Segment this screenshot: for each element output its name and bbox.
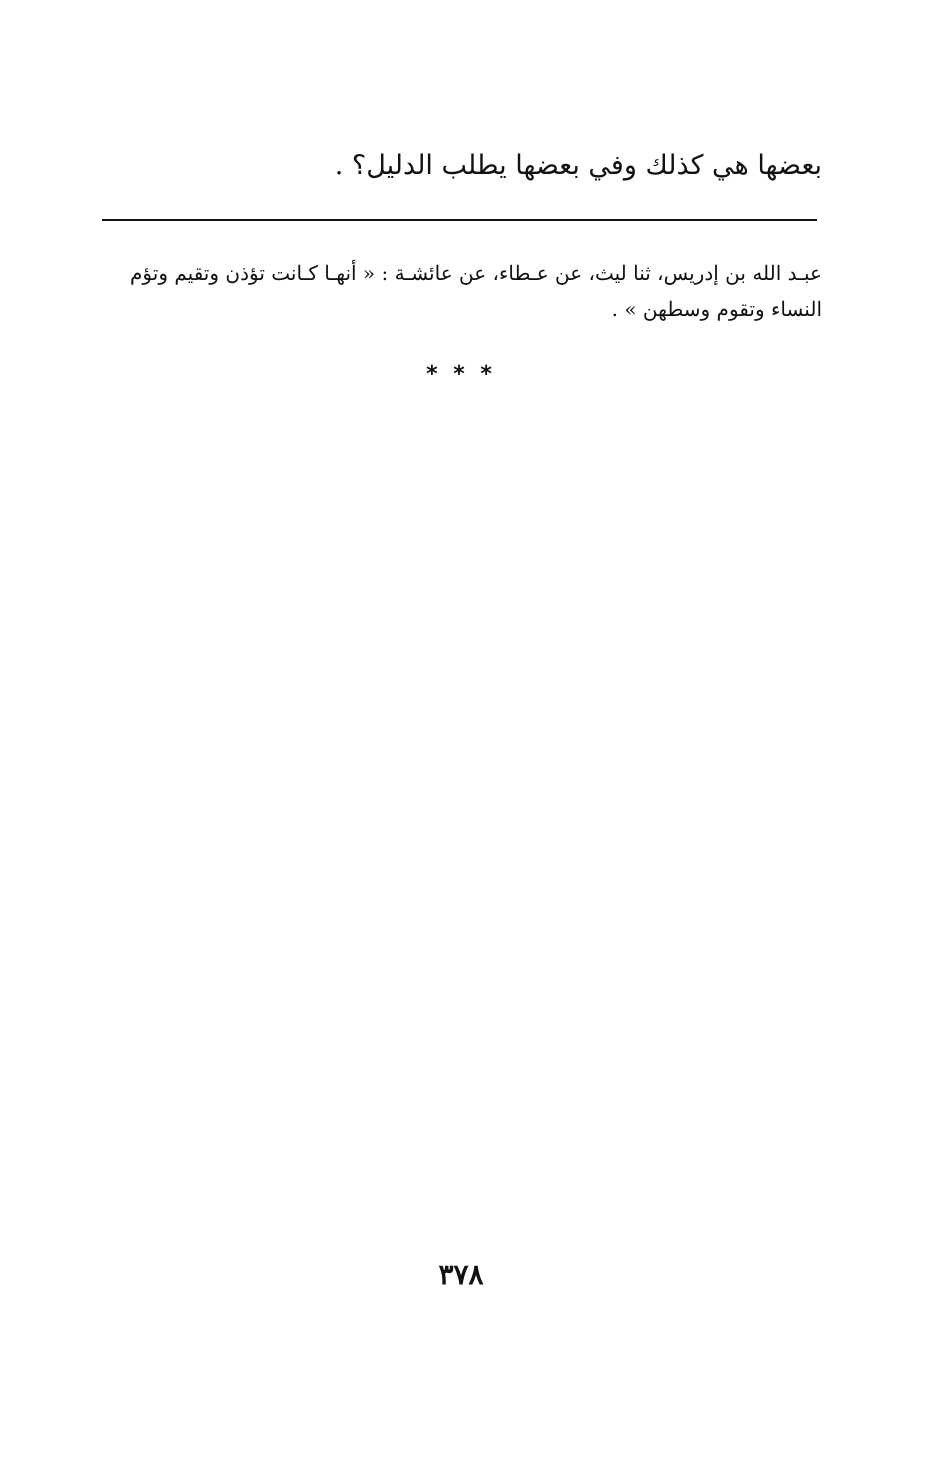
- body-text-line: بعضها هي كذلك وفي بعضها يطلب الدليل؟ .: [334, 150, 822, 181]
- footnote: [102, 255, 822, 327]
- footnote-line: النساء وتقوم وسطهن » .: [611, 297, 822, 321]
- footnote-divider: [102, 219, 817, 221]
- section-separator: * * *: [426, 362, 496, 387]
- footnote-line: عبـد الله بن إدريس، ثنا ليث، عن عـطاء، عن عائشـة : « أنهـا كـانت تؤذن وتقيم وتؤم: [130, 261, 822, 285]
- page-number: ٣٧٨: [438, 1258, 484, 1291]
